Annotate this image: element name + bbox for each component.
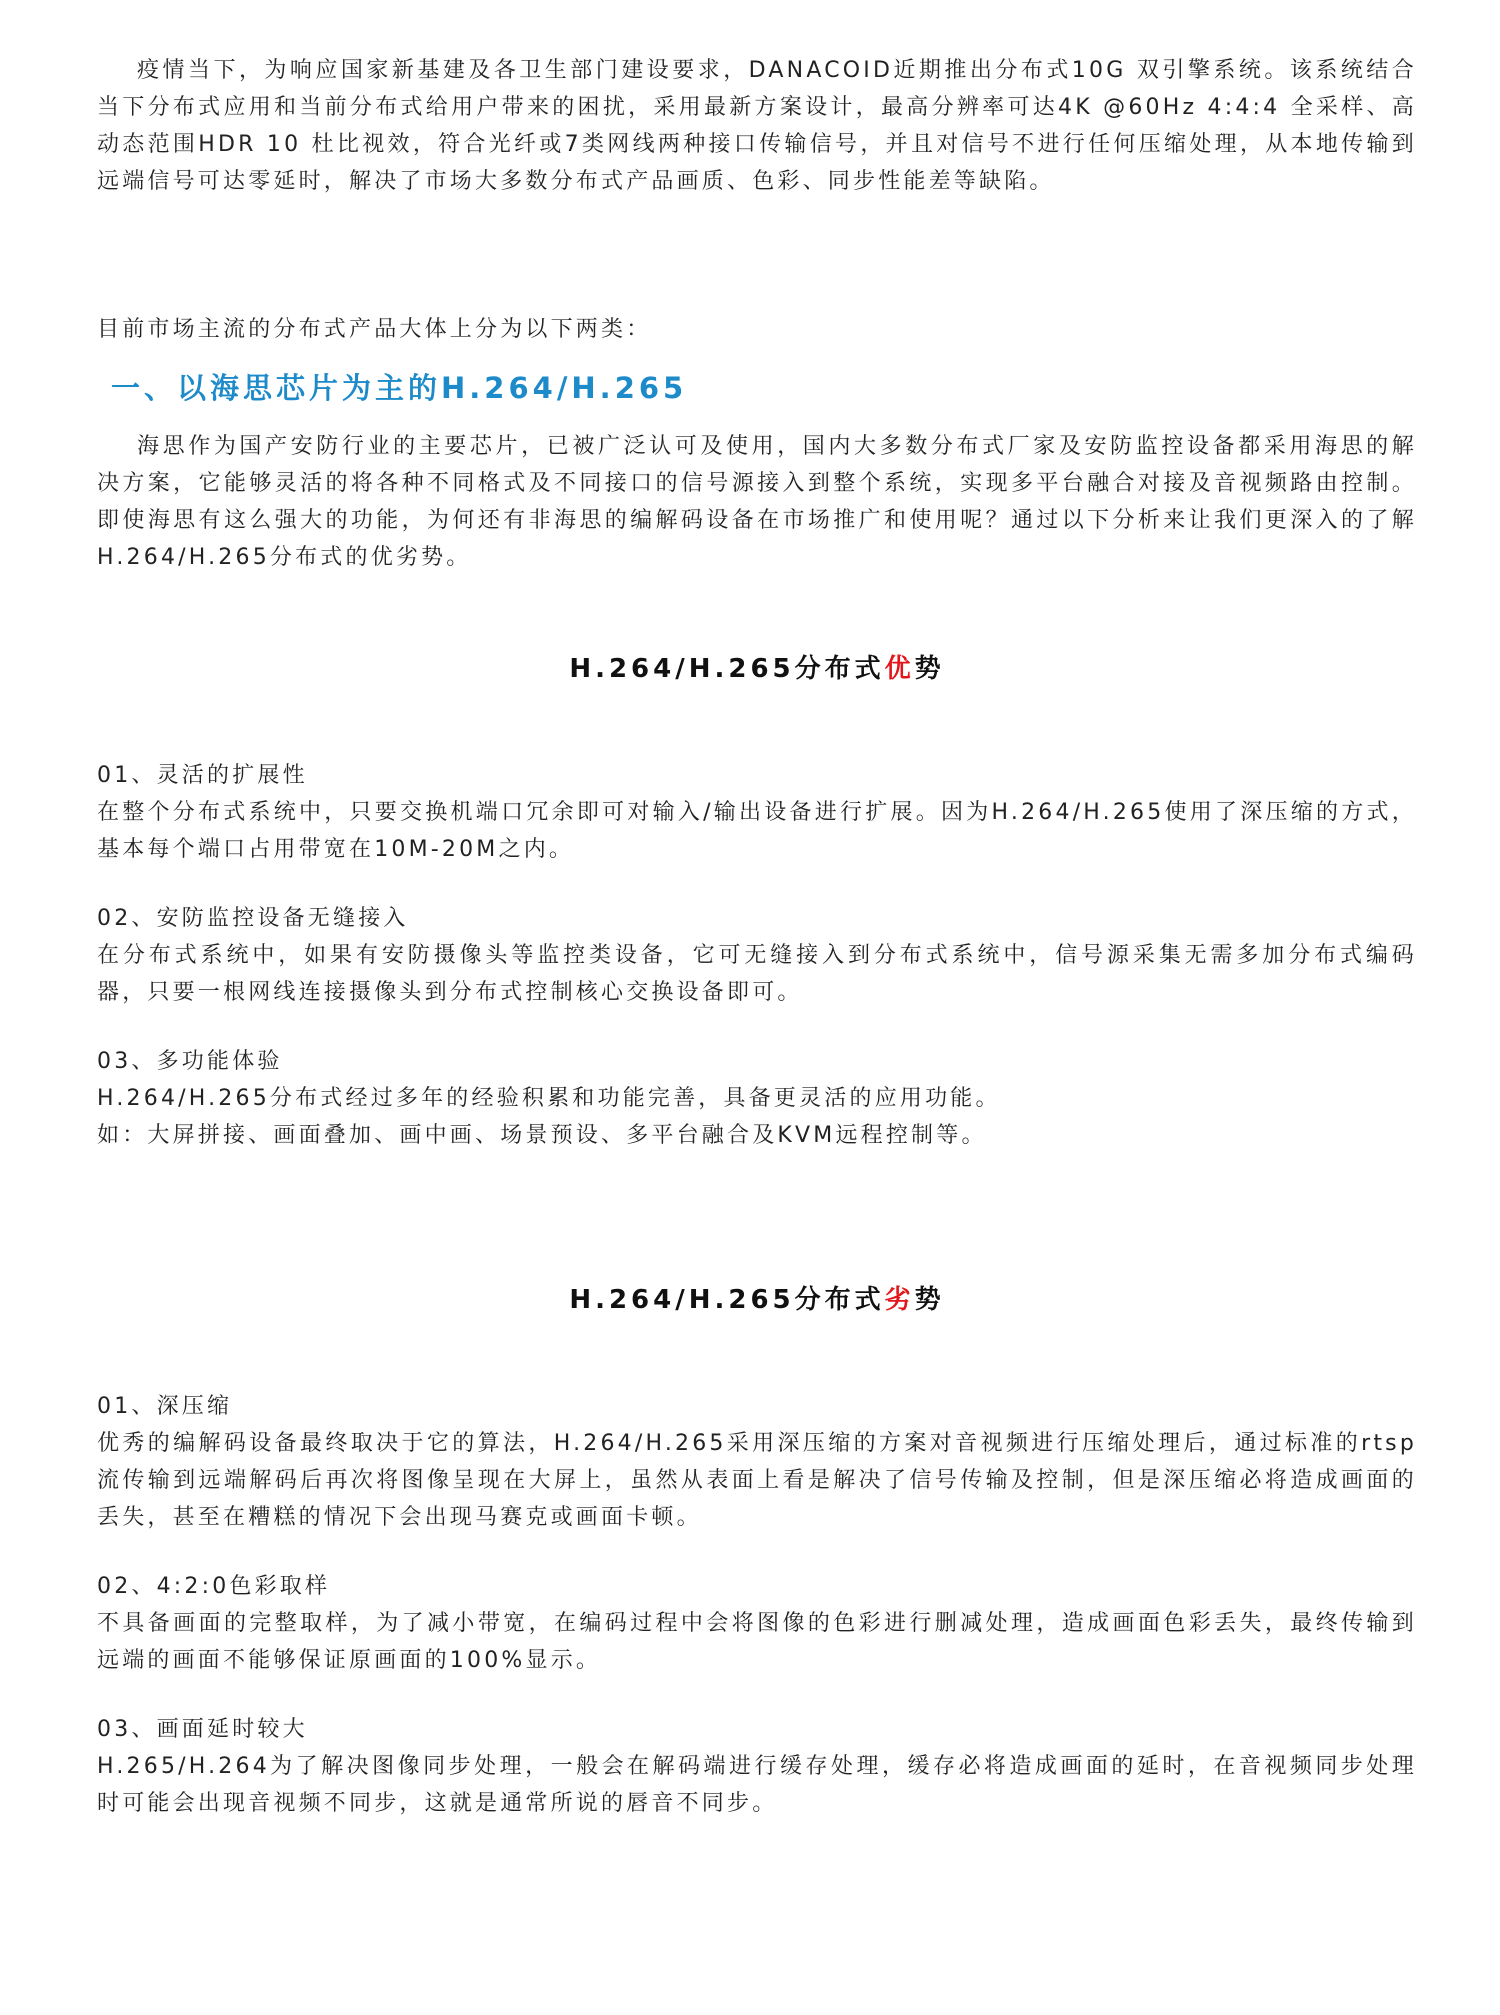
disadvantage-body: H.265/H.264为了解决图像同步处理，一般会在解码端进行缓存处理，缓存必将造成画面的延时，在音视频同步处理时可能会出现音视频不同步，这就是通常所说的唇音不同步。 bbox=[97, 1754, 1417, 1816]
advantage-body: H.264/H.265分布式经过多年的经验积累和功能完善，具备更灵活的应用功能。 bbox=[97, 1086, 1001, 1111]
spacer bbox=[97, 1011, 1417, 1043]
spacer bbox=[97, 1679, 1417, 1711]
disadvantage-item-3 bbox=[97, 1711, 1417, 1822]
spacer bbox=[97, 1536, 1417, 1568]
spacer bbox=[97, 1316, 1417, 1388]
advantages-heading-prefix: H.264/H.265分布式 bbox=[569, 654, 885, 684]
hisilicon-paragraph: 海思作为国产安防行业的主要芯片，已被广泛认可及使用，国内大多数分布式厂家及安防监控设备都采用海思的解决方案，它能够灵活的将各种不同格式及不同接口的信号源接入到整个系统，实现多平台融合对接及音视频路由控制。即使海思有这么强大的功能，为何还有非海思的编解码设备在市场推广和使用呢？通过以下分析来让我们更深入的了解H.264/H.265分布式的优劣势。 bbox=[97, 434, 1417, 570]
section-heading-hisilicon: 一、以海思芯片为主的H.264/H.265 bbox=[111, 371, 688, 405]
document-page bbox=[97, 52, 1417, 1822]
advantages-heading-highlight: 优 bbox=[884, 654, 915, 684]
spacer bbox=[97, 868, 1417, 900]
advantages-heading bbox=[97, 648, 1417, 685]
disadvantages-heading bbox=[97, 1279, 1417, 1316]
advantage-body: 在整个分布式系统中，只要交换机端口冗余即可对输入/输出设备进行扩展。因为H.264/H.265使用了深压缩的方式，基本每个端口占用带宽在10M-20M之内。 bbox=[97, 800, 1417, 862]
spacer bbox=[97, 1154, 1417, 1279]
advantage-body: 在分布式系统中，如果有安防摄像头等监控类设备，它可无缝接入到分布式系统中，信号源采集无需多加分布式编码器，只要一根网线连接摄像头到分布式控制核心交换设备即可。 bbox=[97, 943, 1417, 1005]
intro-paragraph: 疫情当下，为响应国家新基建及各卫生部门建设要求，DANACOID近期推出分布式10G 双引擎系统。该系统结合当下分布式应用和当前分布式给用户带来的困扰，采用最新方案设计，最高分辨率可达4K @60Hz 4:4:4 全采样、高动态范围HDR 10 杜比视效，符合光纤或7类网线两种接口传输信号，并且对信号不进行任何压缩处理，从本地传输到远端信号可达零延时，解决了市场大多数分布式产品画质、色彩、同步性能差等缺陷。 bbox=[97, 58, 1417, 194]
advantage-title: 01、灵活的扩展性 bbox=[97, 763, 308, 788]
disadvantage-body: 优秀的编解码设备最终取决于它的算法，H.264/H.265采用深压缩的方案对音视频进行压缩处理后，通过标准的rtsp流传输到远端解码后再次将图像呈现在大屏上，虽然从表面上看是解决了信号传输及控制，但是深压缩必将造成画面的丢失，甚至在糟糕的情况下会出现马赛克或画面卡顿。 bbox=[97, 1431, 1417, 1530]
disadvantages-heading-highlight: 劣 bbox=[884, 1285, 915, 1315]
spacer bbox=[97, 408, 1417, 428]
disadvantage-item-1 bbox=[97, 1388, 1417, 1536]
disadvantage-item-2 bbox=[97, 1568, 1417, 1679]
market-intro: 目前市场主流的分布式产品大体上分为以下两类： bbox=[97, 317, 652, 342]
advantage-title: 03、多功能体验 bbox=[97, 1049, 283, 1074]
disadvantage-title: 03、画面延时较大 bbox=[97, 1717, 308, 1742]
advantage-body-examples: 如：大屏拼接、画面叠加、画中画、场景预设、多平台融合及KVM远程控制等。 bbox=[97, 1123, 987, 1148]
spacer bbox=[97, 200, 1417, 311]
disadvantage-body: 不具备画面的完整取样，为了减小带宽，在编码过程中会将图像的色彩进行删减处理，造成画面色彩丢失，最终传输到远端的画面不能够保证原画面的100%显示。 bbox=[97, 1611, 1417, 1673]
spacer bbox=[97, 685, 1417, 757]
disadvantage-title: 02、4:2:0色彩取样 bbox=[97, 1574, 331, 1599]
disadvantage-title: 01、深压缩 bbox=[97, 1394, 233, 1419]
disadvantages-heading-suffix: 势 bbox=[914, 1285, 945, 1315]
disadvantages-heading-prefix: H.264/H.265分布式 bbox=[569, 1285, 885, 1315]
advantage-item-3 bbox=[97, 1043, 1417, 1154]
advantages-heading-suffix: 势 bbox=[914, 654, 945, 684]
advantage-title: 02、安防监控设备无缝接入 bbox=[97, 906, 409, 931]
spacer bbox=[97, 348, 1417, 368]
spacer bbox=[97, 576, 1417, 648]
advantage-item-2 bbox=[97, 900, 1417, 1011]
advantage-item-1 bbox=[97, 757, 1417, 868]
